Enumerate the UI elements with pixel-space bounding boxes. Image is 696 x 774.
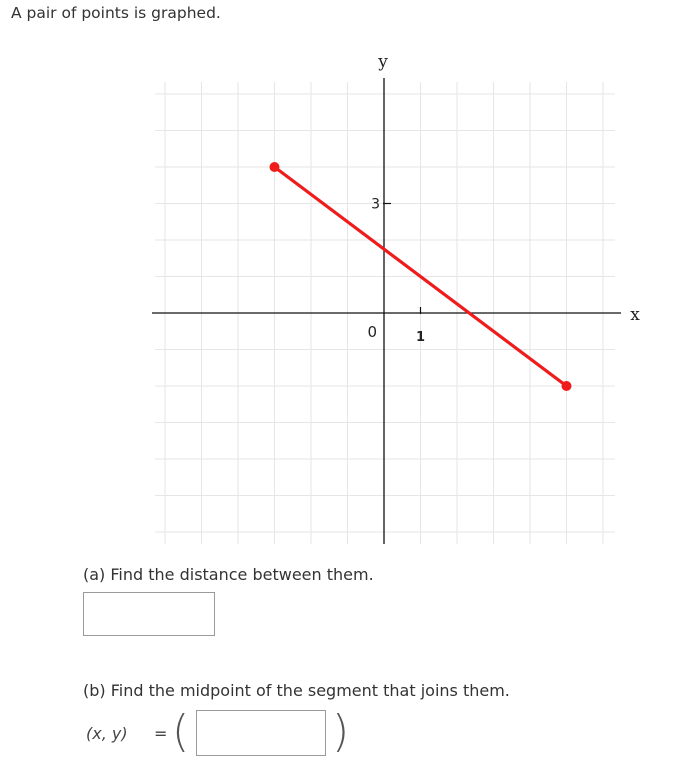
left-parenthesis: ( [172, 706, 190, 757]
point-end [562, 381, 572, 391]
x-tick-label-1: 1 [415, 330, 426, 345]
distance-answer-input[interactable] [83, 592, 215, 636]
origin-label: 0 [367, 323, 377, 341]
graph-canvas [152, 45, 640, 550]
midpoint-answer-row [86, 706, 366, 759]
coordinate-label: (x, y) [86, 724, 128, 743]
equals-sign: = [154, 724, 168, 743]
y-tick-label-3: 3 [371, 196, 380, 213]
y-axis-label: y [378, 52, 388, 72]
axis-ticks [383, 204, 421, 315]
coordinate-graph [152, 45, 640, 550]
point-start [270, 162, 280, 172]
axes [152, 78, 621, 544]
right-parenthesis: ) [332, 706, 350, 757]
midpoint-answer-input[interactable] [196, 710, 326, 756]
part-b-question: (b) Find the midpoint of the segment that joins them. [83, 681, 510, 700]
x-axis-label: x [630, 305, 640, 325]
part-a-question: (a) Find the distance between them. [83, 565, 374, 584]
problem-prompt: A pair of points is graphed. [11, 4, 221, 22]
